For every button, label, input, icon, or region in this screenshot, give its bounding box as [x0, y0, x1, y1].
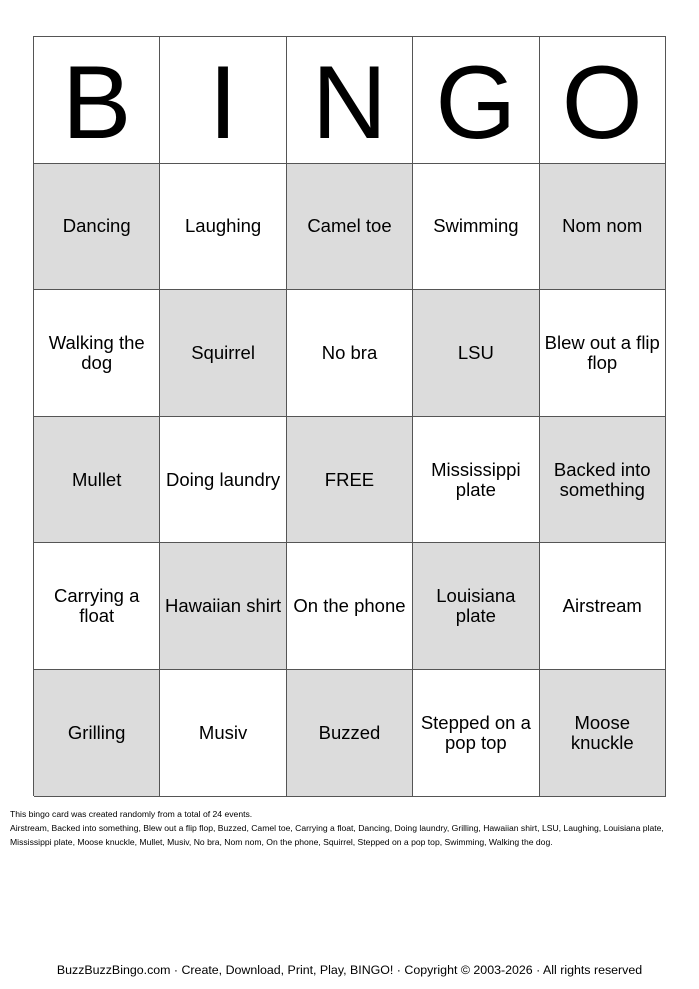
card-description-event-list: Airstream, Backed into something, Blew out a flip flop, Buzzed, Camel toe, Carrying a float, Dancing, Doing laundry, Grilling, Hawaiian shirt, LSU, Laughing, Louisiana plate, Mississippi plate, Moose knuckle, Mullet, Musiv, No bra, Nom nom, On the phone, Squirrel, Stepped on a pop top, Swimming, Walking the dog. — [10, 823, 664, 847]
card-description — [10, 807, 690, 849]
bingo-cell: Doing laundry — [160, 417, 286, 544]
header-letter-n: N — [287, 37, 413, 164]
bingo-cell: Louisiana plate — [413, 543, 539, 670]
bingo-cell: Squirrel — [160, 290, 286, 417]
site-footer: BuzzBuzzBingo.com · Create, Download, Print, Play, BINGO! · Copyright © 2003-2026 · All rights reserved — [56, 963, 643, 977]
bingo-cell: Walking the dog — [34, 290, 160, 417]
bingo-header-row — [34, 37, 666, 164]
bingo-cell: Airstream — [540, 543, 666, 670]
bingo-cell: Hawaiian shirt — [160, 543, 286, 670]
bingo-cell: Grilling — [34, 670, 160, 797]
bingo-cell: Musiv — [160, 670, 286, 797]
header-letter-o: O — [540, 37, 666, 164]
bingo-cell: Backed into something — [540, 417, 666, 544]
bingo-cell: Camel toe — [287, 164, 413, 291]
bingo-row-5 — [34, 670, 666, 797]
bingo-cell: On the phone — [287, 543, 413, 670]
bingo-cell: Buzzed — [287, 670, 413, 797]
bingo-cell: Dancing — [34, 164, 160, 291]
bingo-cell: Swimming — [413, 164, 539, 291]
card-description-summary: This bingo card was created randomly from a total of 24 events. — [10, 809, 253, 819]
free-space-cell: FREE — [287, 417, 413, 544]
bingo-cell: Mullet — [34, 417, 160, 544]
bingo-cell: No bra — [287, 290, 413, 417]
bingo-row-4 — [34, 543, 666, 670]
bingo-row-2 — [34, 290, 666, 417]
bingo-cell: LSU — [413, 290, 539, 417]
bingo-cell: Moose knuckle — [540, 670, 666, 797]
bingo-cell: Mississippi plate — [413, 417, 539, 544]
bingo-cell: Blew out a flip flop — [540, 290, 666, 417]
header-letter-b: B — [34, 37, 160, 164]
header-letter-i: I — [160, 37, 286, 164]
bingo-card — [33, 36, 666, 796]
bingo-cell: Carrying a float — [34, 543, 160, 670]
bingo-cell: Stepped on a pop top — [413, 670, 539, 797]
header-letter-g: G — [413, 37, 539, 164]
bingo-row-3 — [34, 417, 666, 544]
bingo-cell: Nom nom — [540, 164, 666, 291]
bingo-cell: Laughing — [160, 164, 286, 291]
bingo-row-1 — [34, 164, 666, 291]
